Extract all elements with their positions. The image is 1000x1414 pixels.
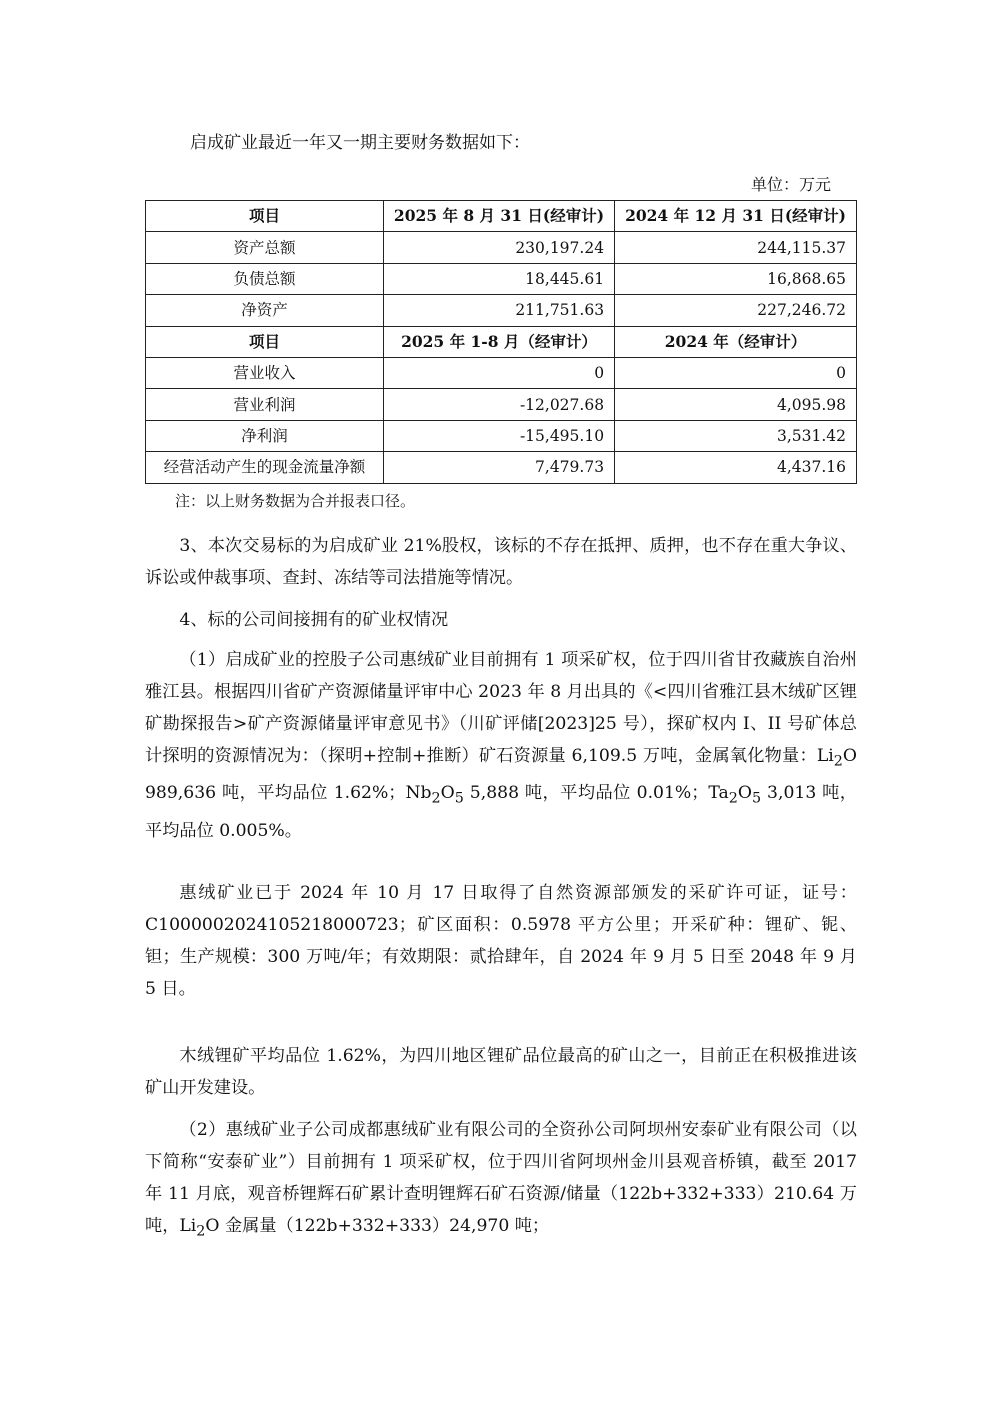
subscript: 5 bbox=[454, 790, 464, 807]
intro-text: 启成矿业最近一年又一期主要财务数据如下： bbox=[190, 133, 530, 153]
subscript: 5 bbox=[752, 790, 762, 807]
table-header-row bbox=[146, 326, 857, 357]
header-cell: 2024 年 12 月 31 日(经审计) bbox=[615, 201, 857, 232]
row-label: 营业收入 bbox=[146, 357, 384, 388]
table-row bbox=[146, 357, 857, 388]
value-cell: 227,246.72 bbox=[615, 295, 857, 326]
paragraph-antai-mining bbox=[145, 1114, 857, 1247]
subscript: 2 bbox=[833, 753, 843, 770]
paragraph-equity: 3、本次交易标的为启成矿业 21%股权，该标的不存在抵押、质押，也不存在重大争议、诉讼或仲裁事项、查封、冻结等司法措施等情况。 bbox=[145, 536, 857, 588]
text-segment: O bbox=[440, 783, 455, 804]
value-cell: 0 bbox=[615, 357, 857, 388]
text-segment: O bbox=[737, 783, 753, 804]
text-segment: （1）启成矿业的控股子公司惠绒矿业目前拥有 1 项采矿权，位于四川省甘孜藏族自治州雅江县。根据四川省矿产资源储量评审中心 2023 年 8 月出具的《<四川省雅江县木绒矿区锂矿勘探报告>矿产资源储量评审意见书》（川矿评储[2023]25 号），探矿权内 I、II 号矿体总计探明的资源情况为：（探明+控制+推断）矿石资源量 6,109.5 万吨，金属氧化物量：Li bbox=[145, 650, 857, 766]
table-row bbox=[146, 263, 857, 294]
row-label: 营业利润 bbox=[146, 389, 384, 420]
subscript: 2 bbox=[431, 790, 441, 807]
table-row bbox=[146, 295, 857, 326]
text-segment: O 金属量（122b+332+333）24,970 吨； bbox=[205, 1216, 550, 1236]
row-label: 净利润 bbox=[146, 420, 384, 451]
table-row bbox=[146, 389, 857, 420]
value-cell: 4,437.16 bbox=[615, 452, 857, 483]
text-segment: （2）惠绒矿业子公司成都惠绒矿业有限公司的全资孙公司阿坝州安泰矿业有限公司（以下简称“安泰矿业”）目前拥有 1 项采矿权，位于四川省阿坝州金川县观音桥镇，截至 2017 年 11 月底，观音桥锂辉石矿累计查明锂辉石矿石资源/储量（122b+332+333）210.64 万吨，Li bbox=[145, 1120, 857, 1236]
value-cell: 16,868.65 bbox=[615, 263, 857, 294]
table-row bbox=[146, 232, 857, 263]
paragraph-heading-mining-rights: 4、标的公司间接拥有的矿业权情况 bbox=[179, 610, 449, 630]
text-segment: O 989,636 吨，平均品位 1.62%；Nb bbox=[145, 746, 857, 804]
value-cell: -12,027.68 bbox=[383, 389, 614, 420]
paragraph-grade: 木绒锂矿平均品位 1.62%，为四川地区锂矿品位最高的矿山之一，目前正在积极推进该矿山开发建设。 bbox=[145, 1046, 857, 1098]
text-segment: 3,013 吨，平均品位 0.005%。 bbox=[145, 783, 857, 841]
header-cell: 项目 bbox=[146, 326, 384, 357]
financial-table bbox=[145, 200, 857, 484]
value-cell: 18,445.61 bbox=[383, 263, 614, 294]
table-row bbox=[146, 452, 857, 483]
row-label: 资产总额 bbox=[146, 232, 384, 263]
value-cell: 4,095.98 bbox=[615, 389, 857, 420]
value-cell: 211,751.63 bbox=[383, 295, 614, 326]
value-cell: 3,531.42 bbox=[615, 420, 857, 451]
row-label: 负债总额 bbox=[146, 263, 384, 294]
table-row bbox=[146, 420, 857, 451]
header-cell: 2025 年 1-8 月（经审计） bbox=[383, 326, 614, 357]
value-cell: 0 bbox=[383, 357, 614, 388]
value-cell: 244,115.37 bbox=[615, 232, 857, 263]
paragraph-huirong-resources bbox=[145, 644, 857, 847]
value-cell: -15,495.10 bbox=[383, 420, 614, 451]
header-cell: 项目 bbox=[146, 201, 384, 232]
paragraph-mining-license: 惠绒矿业已于 2024 年 10 月 17 日取得了自然资源部颁发的采矿许可证，证号：C1000002024105218000723；矿区面积：0.5978 平方公里；开采矿种：锂矿、铌、钽；生产规模：300 万吨/年；有效期限：贰拾肆年，自 2024 年 9 月 5 日至 2048 年 9 月 5 日。 bbox=[145, 883, 857, 999]
table-note: 注：以上财务数据为合并报表口径。 bbox=[175, 492, 416, 510]
row-label: 净资产 bbox=[146, 295, 384, 326]
subscript: 2 bbox=[728, 790, 738, 807]
unit-label: 单位：万元 bbox=[750, 175, 831, 194]
header-cell: 2025 年 8 月 31 日(经审计) bbox=[383, 201, 614, 232]
row-label: 经营活动产生的现金流量净额 bbox=[146, 452, 384, 483]
value-cell: 230,197.24 bbox=[383, 232, 614, 263]
header-cell: 2024 年（经审计） bbox=[615, 326, 857, 357]
table-header-row bbox=[146, 201, 857, 232]
value-cell: 7,479.73 bbox=[383, 452, 614, 483]
text-segment: 5,888 吨，平均品位 0.01%；Ta bbox=[463, 783, 729, 804]
subscript: 2 bbox=[196, 1223, 206, 1240]
